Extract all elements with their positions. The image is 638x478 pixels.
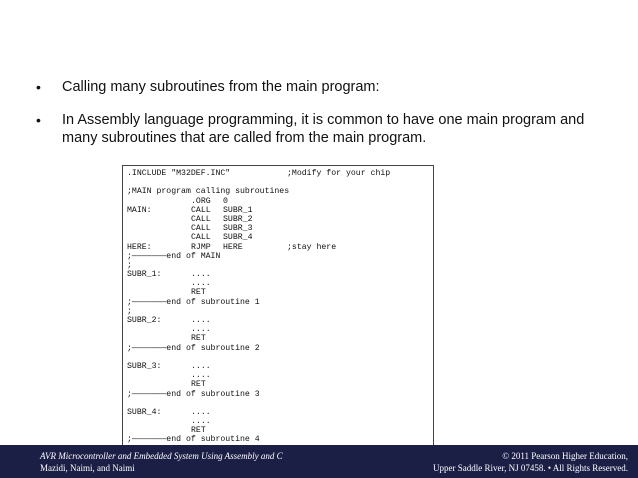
code-label: .INCLUDE "M32DEF.INC" (127, 169, 231, 178)
code-opcode: .... (191, 407, 211, 417)
code-opcode: .... (191, 270, 211, 280)
bullet-item (36, 78, 616, 96)
code-line (127, 197, 433, 206)
code-line (127, 371, 433, 380)
book-title: AVR Microcontroller and Embedded System Using Assembly and C (40, 451, 283, 461)
bullet-list (36, 78, 616, 147)
code-line (127, 215, 433, 224)
code-operand: 0 (223, 196, 228, 206)
code-line (127, 169, 433, 178)
code-label: ; (127, 260, 132, 270)
code-label: ;———————end of subroutine 1 (127, 297, 260, 307)
code-label: MAIN: (127, 205, 152, 215)
copyright-text: © 2011 Pearson Higher Education, (502, 451, 628, 461)
code-line (127, 243, 433, 252)
code-comment: ;stay here (287, 242, 337, 252)
bullet-dot-icon: • (36, 79, 41, 95)
bullet-dot-icon: • (36, 112, 41, 128)
code-line (127, 380, 433, 389)
footer-left (40, 450, 283, 474)
code-line (127, 224, 433, 233)
code-line (127, 252, 433, 261)
book-authors: Mazidi, Naimi, and Naimi (40, 463, 135, 473)
code-opcode: .... (191, 316, 211, 325)
code-line (127, 390, 433, 399)
code-line (127, 261, 433, 270)
code-line (127, 399, 433, 408)
code-label: SUBR_3: (127, 361, 162, 371)
code-line (127, 435, 433, 444)
code-label: ;MAIN program calling subroutines (127, 187, 290, 197)
code-label: ;———————end of subroutine 3 (127, 389, 260, 399)
code-opcode: .... (191, 325, 211, 335)
code-line (127, 316, 433, 325)
code-line (127, 298, 433, 307)
code-opcode: .ORG (191, 196, 211, 206)
code-opcode: .... (191, 417, 211, 427)
footer-bar (0, 445, 638, 478)
footer-right (433, 450, 628, 474)
code-line (127, 187, 433, 196)
code-line (127, 362, 433, 371)
publisher-address: Upper Saddle River, NJ 07458. • All Rights Reserved. (432, 463, 628, 473)
code-line (127, 334, 433, 343)
code-operand: SUBR_4 (223, 233, 253, 243)
code-label: ; (127, 306, 132, 316)
code-operand: SUBR_1 (223, 205, 253, 215)
code-opcode: .... (191, 371, 211, 381)
code-line (127, 288, 433, 297)
code-line (127, 353, 433, 362)
code-comment: ;Modify for your chip (287, 169, 391, 178)
code-line (127, 233, 433, 242)
code-opcode: RET (191, 426, 206, 436)
code-line (127, 279, 433, 288)
code-opcode: CALL (191, 205, 211, 215)
code-line (127, 307, 433, 316)
code-line (127, 270, 433, 279)
code-opcode: .... (191, 361, 211, 371)
code-opcode: .... (191, 279, 211, 289)
bullet-text: In Assembly language programming, it is common to have one main program and many subroutines that are called from the main program. (62, 112, 585, 146)
code-label: SUBR_4: (127, 407, 162, 417)
code-line (127, 408, 433, 417)
code-opcode: CALL (191, 224, 211, 234)
code-opcode: CALL (191, 233, 211, 243)
code-label: ;———————end of subroutine 2 (127, 343, 260, 353)
code-line (127, 325, 433, 334)
code-line (127, 178, 433, 187)
code-label: ;———————end of subroutine 4 (127, 435, 260, 445)
code-opcode: CALL (191, 214, 211, 224)
code-line (127, 206, 433, 215)
code-listing (122, 165, 434, 447)
bullet-item (36, 111, 616, 147)
code-line (127, 417, 433, 426)
code-operand: SUBR_2 (223, 214, 253, 224)
code-opcode: RET (191, 380, 206, 390)
code-label: SUBR_2: (127, 316, 162, 325)
code-operand: SUBR_3 (223, 224, 253, 234)
code-opcode: RET (191, 334, 206, 344)
code-line (127, 344, 433, 353)
code-label: SUBR_1: (127, 270, 162, 280)
code-operand: HERE (223, 242, 243, 252)
bullet-text: Calling many subroutines from the main program: (62, 79, 380, 95)
code-label: ;———————end of MAIN (127, 251, 221, 261)
code-opcode: RJMP (191, 242, 211, 252)
code-label: HERE: (127, 242, 152, 252)
code-opcode: RET (191, 288, 206, 298)
